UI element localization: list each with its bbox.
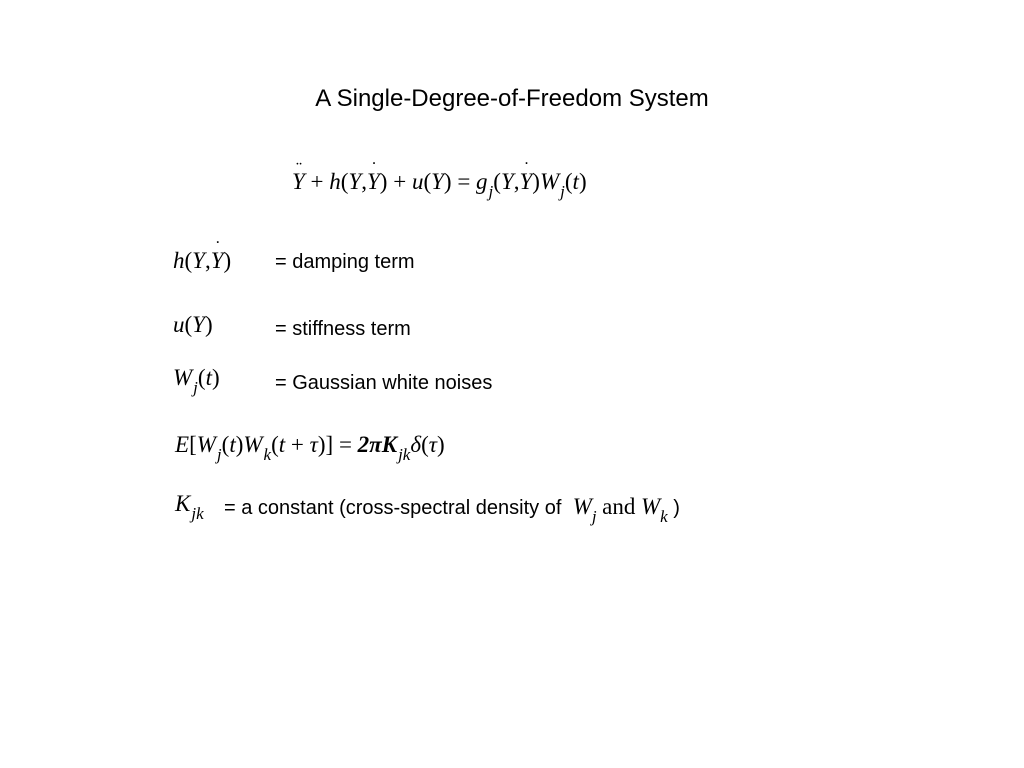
wj-symbol: $W_j$	[572, 494, 597, 526]
and-word: and	[602, 494, 636, 519]
equation-of-motion: ¨ Y + h(Y,˙ $Y) + u(Y) = g_j(Y,˙$ $Y)W_j(t)$	[292, 168, 587, 198]
wk-symbol: $W_k$	[640, 494, 668, 526]
noise-symbol: $W_j(t)$	[173, 365, 220, 397]
damping-symbol: h(Y,˙ Y)	[173, 247, 231, 275]
constant-symbol: $K_{jk}$	[175, 491, 204, 523]
stiffness-symbol: u(Y)	[173, 312, 213, 337]
damping-description: = damping term	[275, 251, 415, 273]
noise-description: = Gaussian white noises	[275, 372, 493, 394]
stiffness-description: = stiffness term	[275, 318, 411, 340]
correlation-equation: $E[W_j(t)W_k(t + \tau)] = 2\pi K_{jk}\delta(\tau)$	[175, 432, 445, 464]
constant-description-prefix: = a constant (cross-spectral density of	[224, 497, 562, 519]
slide-title: A Single-Degree-of-Freedom System	[315, 85, 709, 112]
constant-description	[224, 494, 680, 526]
constant-description-suffix: )	[673, 497, 680, 519]
